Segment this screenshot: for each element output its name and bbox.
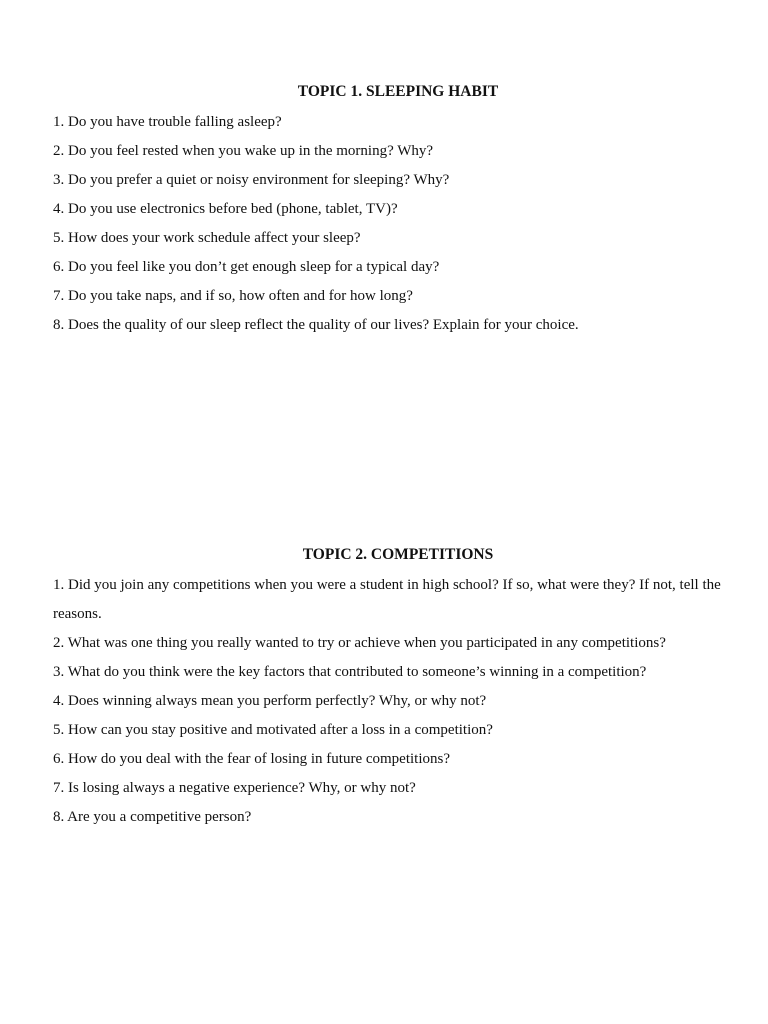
question-item: 1. Do you have trouble falling asleep? bbox=[53, 114, 282, 130]
topic-1-title: TOPIC 1. SLEEPING HABIT bbox=[297, 83, 499, 100]
question-item: 4. Does winning always mean you perform perfectly? Why, or why not? bbox=[53, 693, 487, 709]
question-item: 5. How does your work schedule affect your sleep? bbox=[53, 230, 361, 246]
topic-2-question-list bbox=[53, 571, 743, 832]
topic-1-section bbox=[53, 80, 743, 340]
question-item: 6. How do you deal with the fear of losing in future competitions? bbox=[53, 751, 450, 767]
topic-2-section bbox=[53, 543, 743, 832]
question-item: 6. Do you feel like you don’t get enough sleep for a typical day? bbox=[53, 259, 440, 275]
question-item: 2. Do you feel rested when you wake up in the morning? Why? bbox=[53, 143, 434, 159]
question-item: 8. Are you a competitive person? bbox=[53, 809, 252, 825]
question-item: 7. Do you take naps, and if so, how often and for how long? bbox=[53, 288, 413, 304]
question-item: 8. Does the quality of our sleep reflect the quality of our lives? Explain for your choice. bbox=[53, 317, 579, 333]
question-item: 1. Did you join any competitions when you were a student in high school? If so, what were they? If not, tell the reasons. bbox=[53, 577, 721, 622]
question-item: 7. Is losing always a negative experience? Why, or why not? bbox=[53, 780, 416, 796]
question-item: 3. What do you think were the key factors that contributed to someone’s winning in a competition? bbox=[53, 664, 647, 680]
topic-1-question-list bbox=[53, 108, 743, 340]
question-item: 2. What was one thing you really wanted to try or achieve when you participated in any competitions? bbox=[53, 635, 666, 651]
topic-2-title: TOPIC 2. COMPETITIONS bbox=[302, 546, 494, 563]
question-item: 3. Do you prefer a quiet or noisy environment for sleeping? Why? bbox=[53, 172, 450, 188]
question-item: 5. How can you stay positive and motivated after a loss in a competition? bbox=[53, 722, 493, 738]
question-item: 4. Do you use electronics before bed (phone, tablet, TV)? bbox=[53, 201, 398, 217]
